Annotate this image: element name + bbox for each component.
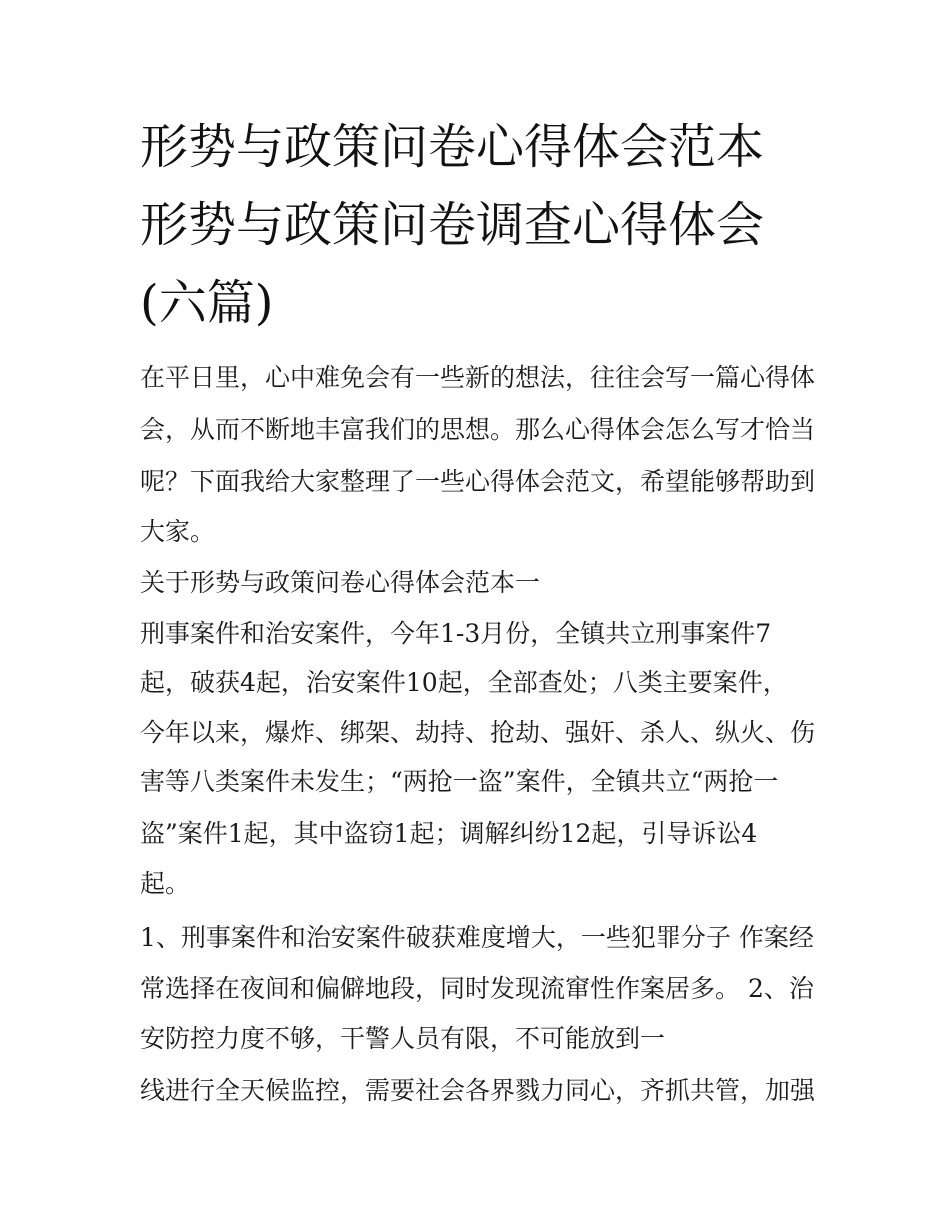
title-line-2: 形势与政策问卷调查心得体会 bbox=[140, 197, 765, 253]
paragraph-line-8: 常选择在夜间和偏僻地段，同时发现流窜性作案居多。 2、治 bbox=[140, 974, 814, 1003]
intro-line-2: 会，从而不断地丰富我们的思想。那么心得体会怎么写才恰当 bbox=[140, 415, 816, 444]
paragraph-line-9: 安防控力度不够，干警人员有限，不可能放到一 bbox=[140, 1024, 666, 1053]
paragraph-line-10: 线进行全天候监控，需要社会各界戮力同心，齐抓共管，加强 bbox=[140, 1076, 816, 1105]
intro-line-3: 呢？下面我给大家整理了一些心得体会范文，希望能够帮助到 bbox=[140, 467, 816, 496]
intro-line-1: 在平日里，心中难免会有一些新的想法，往往会写一篇心得体 bbox=[140, 363, 816, 392]
paragraph-line-2: 起，破获4起，治安案件10起，全部查处；八类主要案件， bbox=[140, 668, 788, 697]
title-line-1: 形势与政策问卷心得体会范本 bbox=[140, 119, 765, 175]
paragraph-line-4: 害等八类案件未发生；“两抢一盗”案件，全镇共立“两抢一 bbox=[140, 767, 779, 796]
paragraph-line-3: 今年以来，爆炸、绑架、劫持、抢劫、强奸、杀人、纵火、伤 bbox=[140, 718, 816, 747]
paragraph-line-6: 起。 bbox=[140, 869, 191, 898]
paragraph-line-5: 盗”案件1起，其中盗窃1起；调解纠纷12起，引导诉讼4 bbox=[140, 819, 758, 848]
paragraph-line-7: 1、刑事案件和治安案件破获难度增大，一些犯罪分子 作案经 bbox=[140, 923, 814, 952]
intro-line-4: 大家。 bbox=[140, 517, 216, 546]
paragraph-line-1: 刑事案件和治安案件，今年1-3月份，全镇共立刑事案件7 bbox=[140, 619, 772, 648]
title-line-3: (六篇) bbox=[140, 275, 274, 331]
section-heading: 关于形势与政策问卷心得体会范本一 bbox=[140, 568, 541, 597]
